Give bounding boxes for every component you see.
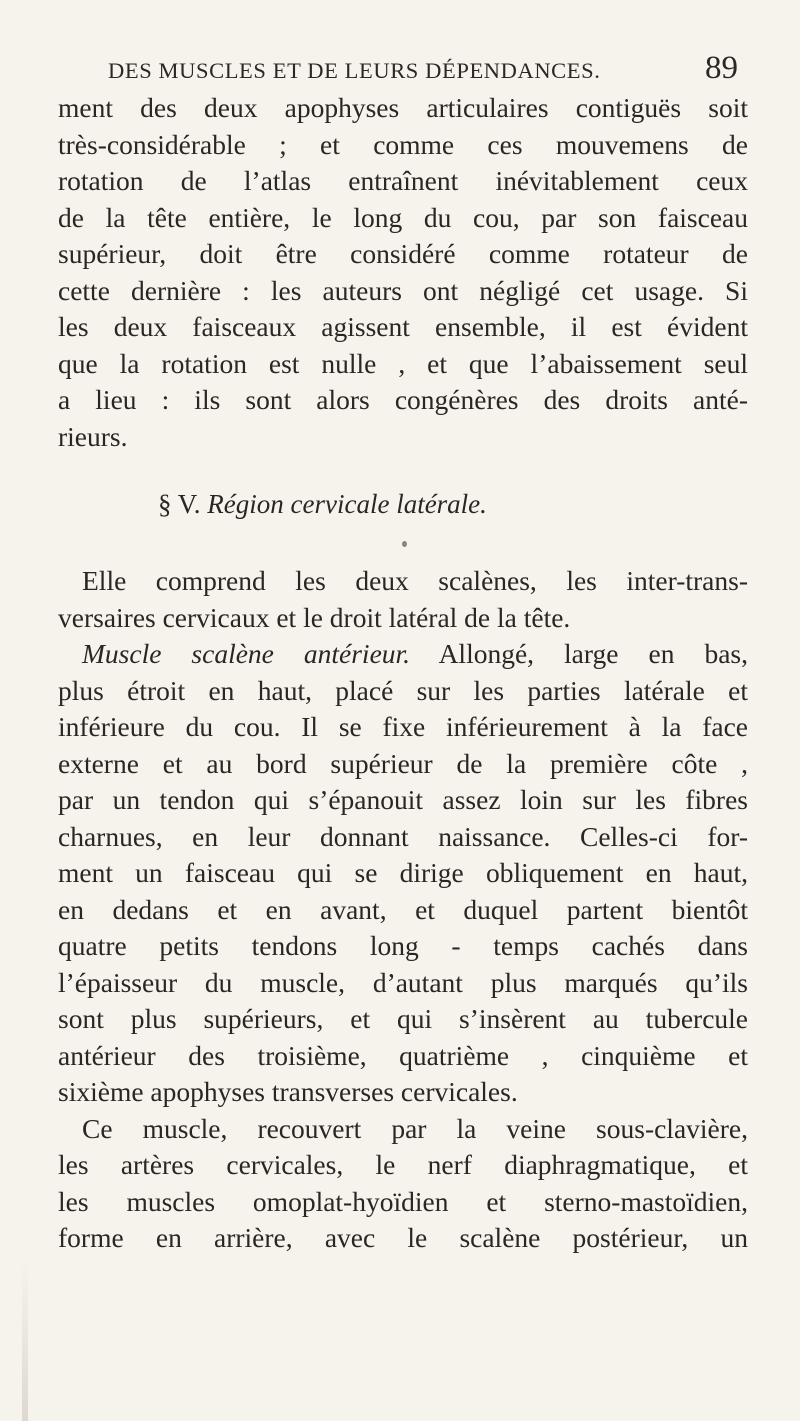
running-head <box>108 50 738 90</box>
text-line: les muscles omoplat-hyoïdien et sterno-mastoïdien, <box>58 1185 748 1217</box>
text-line: ment un faisceau qui se dirige obliquement en haut, <box>58 857 748 888</box>
text-line: plus étroit en haut, placé sur les parties latérale et <box>58 674 748 706</box>
section-number: § V. <box>158 489 201 519</box>
text-line: a lieu : ils sont alors congénères des droits anté- <box>58 384 748 415</box>
section-title: Région cervicale latérale. <box>207 489 487 519</box>
text-line: quatre petits tendons long - temps cachés dans <box>58 930 748 961</box>
text-line: très-considérable ; et comme ces mouvemens de <box>58 128 748 160</box>
text-line: que la rotation est nulle , et que l’abaissement seul <box>58 347 748 379</box>
muscle-name: Muscle scalène antérieur. <box>82 638 411 669</box>
text-line: de la tête entière, le long du cou, par son faisceau <box>58 201 748 233</box>
text-line: forme en arrière, avec le scalène postérieur, un <box>58 1222 748 1253</box>
text-line: charnues, en leur donnant naissance. Celles-ci for- <box>58 820 748 852</box>
text-line: Elle comprend les deux scalènes, les inter-trans- <box>82 565 748 596</box>
text-line: Ce muscle, recouvert par la veine sous-clavière, <box>82 1112 748 1144</box>
text-line: en dedans et en avant, et duquel partent bientôt <box>58 893 748 925</box>
text-line: supérieur, doit être considéré comme rotateur de <box>58 238 748 269</box>
text-line: ment des deux apophyses articulaires contiguës soit <box>58 92 748 123</box>
text-line: antérieur des troisième, quatrième , cinquième et <box>58 1039 748 1071</box>
paragraph-relations <box>58 1111 748 1257</box>
paragraph-intro <box>58 563 748 636</box>
text-line <box>58 636 748 673</box>
running-title: DES MUSCLES ET DE LEURS DÉPENDANCES. <box>108 58 601 83</box>
body-text <box>58 90 748 1257</box>
text-line: les artères cervicales, le nerf diaphragmatique, et <box>58 1149 748 1180</box>
ornament-dot <box>58 539 748 563</box>
text-line: les deux faisceaux agissent ensemble, il est évident <box>58 311 748 342</box>
text-line: rieurs. <box>58 420 128 452</box>
section-heading <box>58 469 748 539</box>
text-line: par un tendon qui s’épanouit assez loin sur les fibres <box>58 784 748 815</box>
text-line: inférieure du cou. Il se fixe inférieurement à la face <box>58 711 748 742</box>
page-number: 89 <box>705 50 738 86</box>
paragraph-continuation <box>58 90 748 455</box>
text-line: cette dernière : les auteurs ont négligé cet usage. Si <box>58 274 748 306</box>
text-line: rotation de l’atlas entraînent inévitablement ceux <box>58 165 748 196</box>
text-line: versaires cervicaux et le droit latéral de la tête. <box>58 601 571 633</box>
binding-shadow <box>22 1260 28 1421</box>
text-line: sont plus supérieurs, et qui s’insèrent au tubercule <box>58 1003 748 1034</box>
text-line: l’épaisseur du muscle, d’autant plus marqués qu’ils <box>58 966 748 998</box>
text-line: externe et au bord supérieur de la première côte , <box>58 747 748 779</box>
text-line: sixième apophyses transverses cervicales. <box>58 1076 518 1107</box>
muscle-description-start: Allongé, large en bas, <box>438 638 749 669</box>
paragraph-scalene-anterior <box>58 636 748 1111</box>
